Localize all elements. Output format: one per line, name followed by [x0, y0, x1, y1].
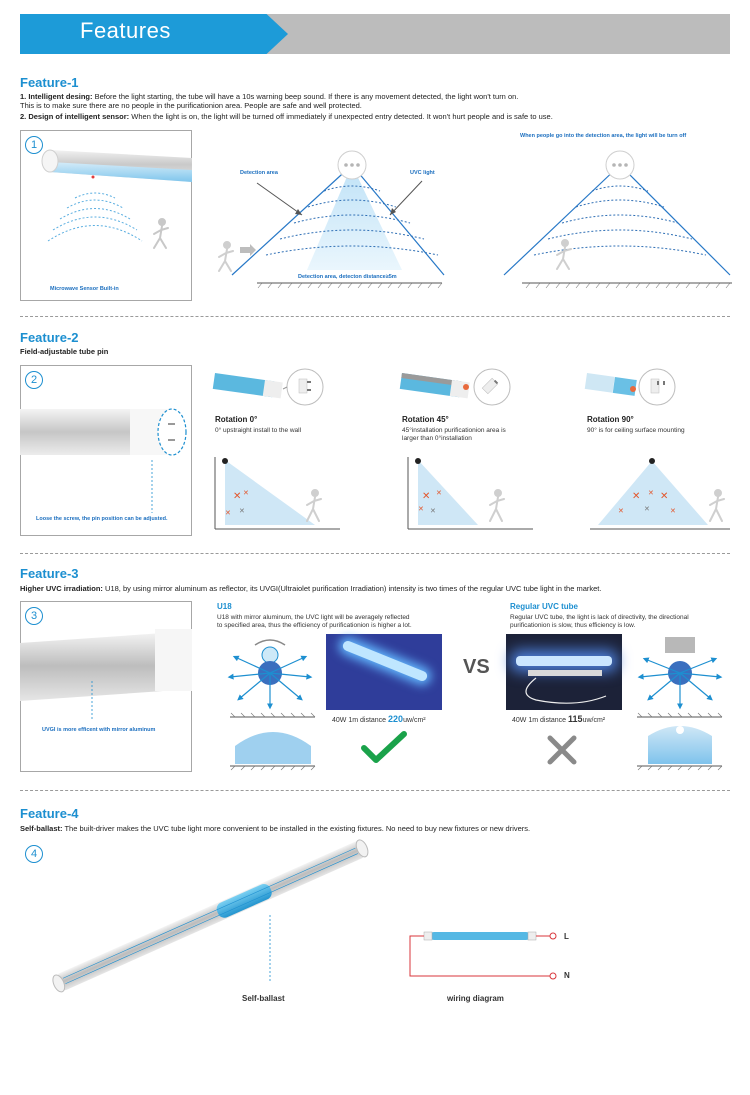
wire-l-label: L — [564, 932, 569, 941]
feature4-text-body: The built-driver makes the UVC tube light more convenient to be installed in the existing fixtures. No need to buy new fixtures or new drivers. — [62, 824, 531, 833]
rotation45-tube-illustration — [402, 365, 562, 415]
feature4-title: Feature-4 — [20, 806, 79, 821]
feature4-text — [20, 824, 740, 834]
cross-icon — [546, 734, 578, 766]
svg-text:✕: ✕ — [430, 507, 436, 515]
regular-tube-photo — [506, 634, 622, 710]
svg-text:✕: ✕ — [632, 491, 641, 502]
people-go-in-label: When people go into the detection area, the light will be turn off — [520, 133, 687, 139]
u18-title: U18 — [217, 602, 232, 611]
feature3-title: Feature-3 — [20, 566, 79, 581]
svg-text:✕: ✕ — [233, 491, 242, 502]
feature1-sensor-label: Microwave Sensor Built-in — [50, 286, 119, 292]
feature2-number-badge: 2 — [25, 371, 43, 389]
feature4-self-ballast-tube — [30, 855, 380, 985]
uvc-light-label: UVC light — [410, 170, 435, 176]
u18-desc2: to specified area, thus the efficiency of purificationion is higher a lot. — [217, 622, 412, 629]
divider — [20, 316, 730, 317]
divider — [20, 790, 730, 791]
rotation45-title: Rotation 45° — [402, 415, 449, 424]
check-icon — [360, 732, 410, 766]
u18-tube-photo — [326, 634, 442, 710]
u18-coverage-diagram — [225, 712, 320, 772]
feature3-uvgi-label: UVGI is more efficent with mirror aluminum — [42, 727, 156, 733]
feature1-line1-bold: 1. Intelligent desing: — [20, 92, 93, 101]
regular-tube-desc1: Regular UVC tube, the light is lack of directivity, the directional — [510, 614, 689, 621]
u18-distance — [332, 715, 426, 725]
feature1-line3-text: When the light is on, the light will be turned off immediately if unexpected entry detected. It won't hurt people and is safe to use. — [129, 112, 553, 121]
rotation90-tube-illustration — [587, 365, 747, 415]
rotation90-coverage-diagram — [590, 455, 740, 535]
rotation45-coverage-diagram — [398, 455, 538, 535]
u18-distance-unit: uw/cm² — [403, 717, 426, 724]
feature1-tube-illustration — [20, 130, 192, 301]
feature2-title: Feature-2 — [20, 330, 79, 345]
rotation0-desc: 0° upstraight install to the wall — [215, 427, 302, 434]
feature2-tube-end-illustration — [20, 365, 192, 536]
svg-text:✕: ✕ — [243, 489, 249, 497]
feature1-detection-diagram — [212, 145, 452, 295]
feature1-title: Feature-1 — [20, 75, 79, 90]
feature1-line2: This is to make sure there are no people in the purificationion area. People are safe and well protected. — [20, 101, 362, 110]
feature1-light-off-diagram — [500, 145, 740, 295]
rotation0-coverage-diagram — [205, 455, 345, 535]
feature2-screw-label: Loose the screw, the pin position can be adjusted. — [36, 516, 168, 522]
svg-text:✕: ✕ — [418, 505, 424, 513]
feature3-text-bold: Higher UVC irradiation: — [20, 584, 103, 593]
u18-distance-prefix: 40W 1m distance — [332, 717, 389, 724]
svg-text:✕: ✕ — [670, 507, 676, 515]
svg-text:✕: ✕ — [225, 509, 231, 517]
rotation90-desc: 90° is for ceiling surface mounting — [587, 427, 685, 434]
divider — [20, 553, 730, 554]
regular-distance — [512, 715, 605, 725]
svg-text:✕: ✕ — [618, 507, 624, 515]
wiring-diagram-label: wiring diagram — [447, 994, 504, 1003]
svg-text:✕: ✕ — [648, 489, 654, 497]
wiring-diagram — [400, 920, 580, 990]
regular-tube-title: Regular UVC tube — [510, 602, 579, 611]
rotation0-tube-illustration — [215, 365, 375, 415]
regular-distance-prefix: 40W 1m distance — [512, 717, 569, 724]
rotation45-desc2: larger than 0°installation — [402, 435, 472, 442]
rotation90-title: Rotation 90° — [587, 415, 634, 424]
svg-text:✕: ✕ — [436, 489, 442, 497]
feature3-text — [20, 584, 740, 594]
svg-text:✕: ✕ — [660, 491, 669, 502]
wire-n-label: N — [564, 971, 570, 980]
feature4-number-badge: 4 — [25, 845, 43, 863]
detection-distance-label: Detection area, detecton distance≥5m — [298, 274, 397, 280]
rotation45-desc1: 45°installation purificationion area is — [402, 427, 506, 434]
svg-text:✕: ✕ — [239, 507, 245, 515]
u18-reflector-diagram — [225, 635, 315, 710]
u18-distance-value: 220 — [388, 714, 404, 724]
feature1-line3-bold: 2. Design of intelligent sensor: — [20, 112, 130, 121]
rotation0-title: Rotation 0° — [215, 415, 258, 424]
u18-desc1: U18 with mirror aluminum, the UVC light will be averagely reflected — [217, 614, 410, 621]
regular-distance-unit: uw/cm² — [582, 717, 606, 724]
feature1-line1-text: Before the light starting, the tube will have a 10s warning beep sound. If there is any movement detected, the light won't turn on. — [92, 92, 519, 101]
regular-radiation-diagram — [635, 635, 725, 710]
feature3-tube-illustration — [20, 601, 192, 772]
regular-tube-desc2: purificationion is slow, thus efficiency is low. — [510, 622, 636, 629]
feature3-text-body: U18, by using mirror aluminum as reflector, its UVGI(Ultraiolet purification Irradiation) intensity is two times of the regular UVC tube light in the market. — [102, 584, 602, 593]
self-ballast-label: Self-ballast — [242, 994, 285, 1003]
u18-tube-glow — [341, 640, 428, 683]
feature1-number-badge: 1 — [25, 136, 43, 154]
regular-coverage-diagram — [632, 712, 727, 772]
detection-area-label: Detection area — [240, 170, 278, 176]
regular-tube-glow — [516, 656, 612, 666]
feature2-subtitle: Field-adjustable tube pin — [20, 347, 109, 356]
feature3-number-badge: 3 — [25, 607, 43, 625]
regular-tube-cable — [506, 674, 622, 710]
vs-label: VS — [463, 656, 490, 678]
page-title: Features — [80, 18, 171, 43]
svg-text:✕: ✕ — [422, 491, 431, 502]
svg-text:✕: ✕ — [644, 505, 650, 513]
feature4-text-bold: Self-ballast: — [20, 824, 63, 833]
regular-distance-value: 115 — [568, 714, 583, 724]
feature1-line3 — [20, 112, 735, 122]
